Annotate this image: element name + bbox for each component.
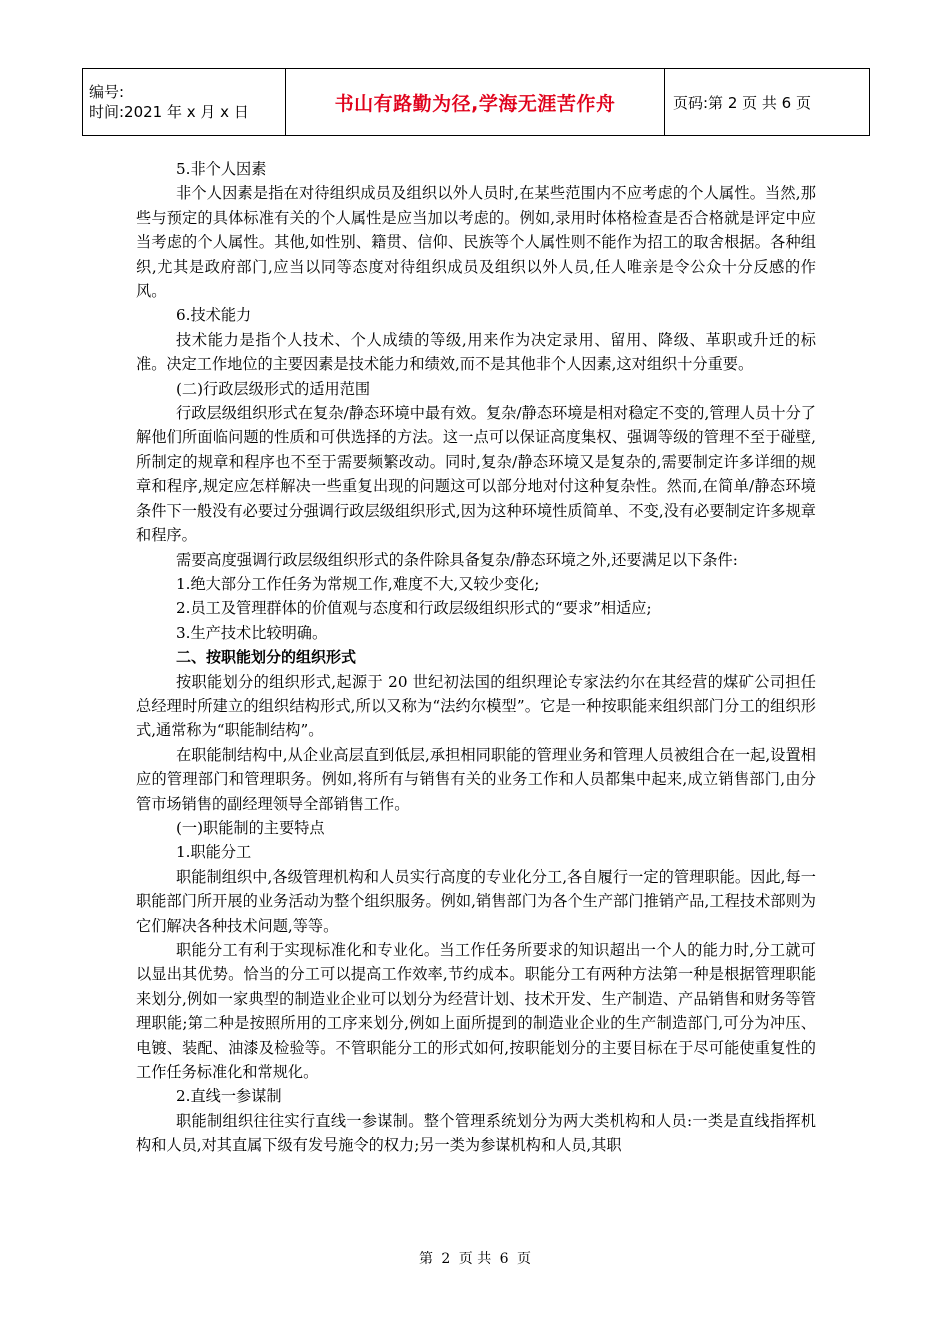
paragraph: 职能制组织中,各级管理机构和人员实行高度的专业化分工,各自履行一定的管理职能。因此,每一职能部门所开展的业务活动为整个组织服务。例如,销售部门为各个生产部门推销产品,工程技术部则为它们解决各种技术问题,等等。 bbox=[136, 867, 816, 935]
list-item: 2.员工及管理群体的价值观与态度和行政层级组织形式的“要求”相适应; bbox=[176, 599, 652, 618]
code-label: 编号: bbox=[89, 83, 125, 101]
paragraph: 需要高度强调行政层级组织形式的条件除具备复杂/静态环境之外,还要满足以下条件: bbox=[176, 550, 738, 569]
section-heading: 2.直线一参谋制 bbox=[176, 1087, 282, 1106]
bold-heading: 二、按职能划分的组织形式 bbox=[176, 648, 357, 667]
document-body bbox=[136, 157, 816, 1158]
header-page-info: 页码:第 2 页 共 6 页 bbox=[665, 69, 870, 136]
paragraph: 在职能制结构中,从企业高层直到低层,承担相同职能的管理业务和管理人员被组合在一起,设置相应的管理部门和管理职务。例如,将所有与销售有关的业务工作和人员都集中起来,成立销售部门,由分管市场销售的副经理领导全部销售工作。 bbox=[136, 745, 816, 813]
footer-mid: 页 共 bbox=[458, 1251, 492, 1267]
header-motto: 书山有路勤为径,学海无涯苦作舟 bbox=[286, 69, 665, 136]
footer-total-pages: 6 bbox=[499, 1251, 509, 1267]
footer-prefix: 第 bbox=[418, 1251, 433, 1267]
list-item: 1.绝大部分工作任务为常规工作,难度不大,又较少变化; bbox=[176, 574, 540, 593]
header-meta bbox=[83, 69, 286, 136]
paragraph: 职能分工有利于实现标准化和专业化。当工作任务所要求的知识超出一个人的能力时,分工就可以显出其优势。恰当的分工可以提高工作效率,节约成本。职能分工有两种方法第一种是根据管理职能来划分,例如一家典型的制造业企业可以划分为经营计划、技术开发、生产制造、产品销售和财务等管理职能;第二种是按照所用的工序来划分,例如上面所提到的制造业企业的生产制造部门,可分为冲压、电镀、装配、油漆及检验等。不管职能分工的形式如何,按职能划分的主要目标在于尽可能使重复性的工作任务标准化和常规化。 bbox=[136, 941, 816, 1082]
footer-suffix: 页 bbox=[517, 1251, 532, 1267]
section-heading: 5.非个人因素 bbox=[176, 160, 267, 178]
section-heading: 1.职能分工 bbox=[176, 843, 252, 862]
paragraph: 行政层级组织形式在复杂/静态环境中最有效。复杂/静态环境是相对稳定不变的,管理人员十分了解他们所面临问题的性质和可供选择的方法。这一点可以保证高度集权、强调等级的管理不至于碰壁,所制定的规章和程序也不至于需要频繁改动。同时,复杂/静态环境又是复杂的,需要制定许多详细的规章和程序,规定应怎样解决一些重复出现的问题这可以部分地对付这种复杂性。然而,在简单/静态环境条件下一般没有必要过分强调行政层级组织形式,因为这种环境性质简单、不变,没有必要制定许多规章和程序。 bbox=[136, 404, 816, 545]
paragraph: 按职能划分的组织形式,起源于 20 世纪初法国的组织理论专家法约尔在其经营的煤矿公司担任总经理时所建立的组织结构形式,所以又称为“法约尔模型”。它是一种按职能来组织部门分工的组织形式,通常称为“职能制结构”。 bbox=[136, 672, 816, 740]
page-footer bbox=[0, 1248, 950, 1268]
date-label: 时间:2021 年 x 月 x 日 bbox=[89, 103, 249, 121]
paragraph: 非个人因素是指在对待组织成员及组织以外人员时,在某些范围内不应考虑的个人属性。当然,那些与预定的具体标准有关的个人属性是应当加以考虑的。例如,录用时体格检查是否合格就是评定中应当考虑的个人属性。其他,如性别、籍贯、信仰、民族等个人属性则不能作为招工的取舍根据。各种组织,尤其是政府部门,应当以同等态度对待组织成员及组织以外人员,任人唯亲是令公众十分反感的作风。 bbox=[136, 184, 816, 301]
footer-page-number: 2 bbox=[441, 1251, 451, 1267]
list-item: 3.生产技术比较明确。 bbox=[176, 623, 328, 642]
page-header bbox=[82, 68, 870, 136]
section-heading: (二)行政层级形式的适用范围 bbox=[176, 379, 371, 398]
section-heading: (一)职能制的主要特点 bbox=[176, 818, 325, 837]
section-heading: 6.技术能力 bbox=[176, 306, 252, 325]
paragraph: 职能制组织往往实行直线一参谋制。整个管理系统划分为两大类机构和人员:一类是直线指挥机构和人员,对其直属下级有发号施令的权力;另一类为参谋机构和人员,其职 bbox=[136, 1111, 816, 1155]
paragraph: 技术能力是指个人技术、个人成绩的等级,用来作为决定录用、留用、降级、革职或升迁的标准。决定工作地位的主要因素是技术能力和绩效,而不是其他非个人因素,这对组织十分重要。 bbox=[136, 330, 816, 374]
